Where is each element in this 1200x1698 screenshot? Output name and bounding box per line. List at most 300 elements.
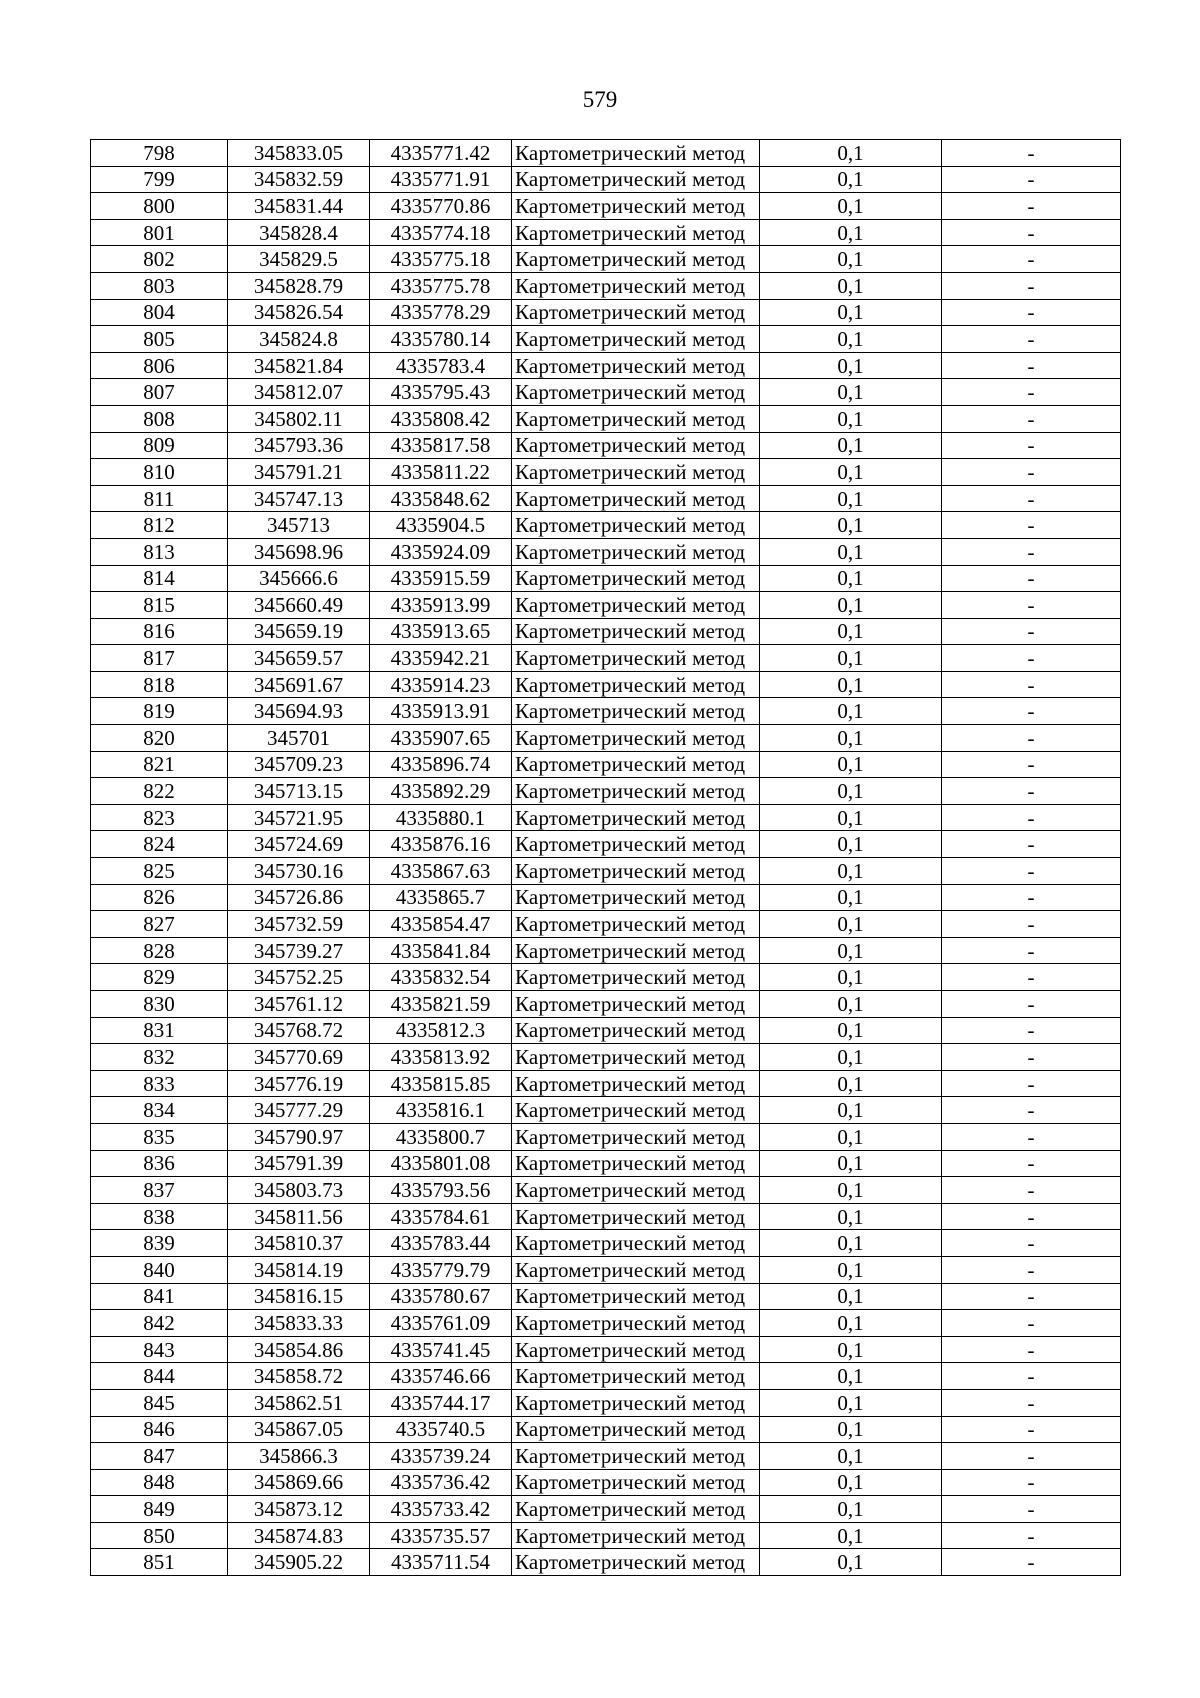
y-coordinate-cell: 4335800.7 xyxy=(370,1123,512,1150)
y-coordinate-cell: 4335740.5 xyxy=(370,1416,512,1443)
table-row xyxy=(91,1230,1121,1257)
y-coordinate-cell: 4335733.42 xyxy=(370,1496,512,1523)
note-cell: - xyxy=(942,671,1121,698)
note-cell: - xyxy=(942,299,1121,326)
note-cell: - xyxy=(942,751,1121,778)
method-cell: Картометрический метод xyxy=(512,432,760,459)
note-cell: - xyxy=(942,1097,1121,1124)
table-row xyxy=(91,1522,1121,1549)
x-coordinate-cell: 345777.29 xyxy=(228,1097,370,1124)
accuracy-cell: 0,1 xyxy=(760,1283,942,1310)
point-number-cell: 847 xyxy=(91,1443,228,1470)
y-coordinate-cell: 4335775.78 xyxy=(370,272,512,299)
y-coordinate-cell: 4335913.91 xyxy=(370,698,512,725)
table-row xyxy=(91,1017,1121,1044)
table-row xyxy=(91,1469,1121,1496)
x-coordinate-cell: 345732.59 xyxy=(228,911,370,938)
point-number-cell: 811 xyxy=(91,485,228,512)
point-number-cell: 824 xyxy=(91,831,228,858)
note-cell: - xyxy=(942,1496,1121,1523)
note-cell: - xyxy=(942,1044,1121,1071)
method-cell: Картометрический метод xyxy=(512,379,760,406)
method-cell: Картометрический метод xyxy=(512,299,760,326)
method-cell: Картометрический метод xyxy=(512,671,760,698)
method-cell: Картометрический метод xyxy=(512,991,760,1018)
point-number-cell: 816 xyxy=(91,618,228,645)
method-cell: Картометрический метод xyxy=(512,1150,760,1177)
method-cell: Картометрический метод xyxy=(512,1496,760,1523)
x-coordinate-cell: 345831.44 xyxy=(228,193,370,220)
note-cell: - xyxy=(942,1150,1121,1177)
point-number-cell: 813 xyxy=(91,538,228,565)
y-coordinate-cell: 4335867.63 xyxy=(370,858,512,885)
point-number-cell: 843 xyxy=(91,1336,228,1363)
x-coordinate-cell: 345726.86 xyxy=(228,884,370,911)
y-coordinate-cell: 4335812.3 xyxy=(370,1017,512,1044)
y-coordinate-cell: 4335904.5 xyxy=(370,512,512,539)
x-coordinate-cell: 345828.79 xyxy=(228,272,370,299)
table-row xyxy=(91,512,1121,539)
y-coordinate-cell: 4335761.09 xyxy=(370,1310,512,1337)
table-row xyxy=(91,618,1121,645)
point-number-cell: 815 xyxy=(91,592,228,619)
table-row xyxy=(91,379,1121,406)
y-coordinate-cell: 4335771.91 xyxy=(370,166,512,193)
y-coordinate-cell: 4335821.59 xyxy=(370,991,512,1018)
accuracy-cell: 0,1 xyxy=(760,1097,942,1124)
accuracy-cell: 0,1 xyxy=(760,1389,942,1416)
point-number-cell: 804 xyxy=(91,299,228,326)
note-cell: - xyxy=(942,1070,1121,1097)
note-cell: - xyxy=(942,778,1121,805)
accuracy-cell: 0,1 xyxy=(760,246,942,273)
x-coordinate-cell: 345803.73 xyxy=(228,1177,370,1204)
table-row xyxy=(91,485,1121,512)
note-cell: - xyxy=(942,166,1121,193)
point-number-cell: 798 xyxy=(91,140,228,167)
y-coordinate-cell: 4335913.99 xyxy=(370,592,512,619)
y-coordinate-cell: 4335942.21 xyxy=(370,645,512,672)
y-coordinate-cell: 4335848.62 xyxy=(370,485,512,512)
x-coordinate-cell: 345812.07 xyxy=(228,379,370,406)
x-coordinate-cell: 345854.86 xyxy=(228,1336,370,1363)
point-number-cell: 849 xyxy=(91,1496,228,1523)
x-coordinate-cell: 345739.27 xyxy=(228,937,370,964)
x-coordinate-cell: 345721.95 xyxy=(228,804,370,831)
note-cell: - xyxy=(942,1017,1121,1044)
method-cell: Картометрический метод xyxy=(512,592,760,619)
method-cell: Картометрический метод xyxy=(512,725,760,752)
table-row xyxy=(91,1283,1121,1310)
y-coordinate-cell: 4335780.14 xyxy=(370,326,512,353)
y-coordinate-cell: 4335735.57 xyxy=(370,1522,512,1549)
y-coordinate-cell: 4335780.67 xyxy=(370,1283,512,1310)
accuracy-cell: 0,1 xyxy=(760,1203,942,1230)
accuracy-cell: 0,1 xyxy=(760,804,942,831)
method-cell: Картометрический метод xyxy=(512,1177,760,1204)
accuracy-cell: 0,1 xyxy=(760,884,942,911)
table-row xyxy=(91,1044,1121,1071)
accuracy-cell: 0,1 xyxy=(760,964,942,991)
method-cell: Картометрический метод xyxy=(512,778,760,805)
point-number-cell: 802 xyxy=(91,246,228,273)
note-cell: - xyxy=(942,937,1121,964)
method-cell: Картометрический метод xyxy=(512,1336,760,1363)
method-cell: Картометрический метод xyxy=(512,1203,760,1230)
y-coordinate-cell: 4335779.79 xyxy=(370,1256,512,1283)
x-coordinate-cell: 345810.37 xyxy=(228,1230,370,1257)
x-coordinate-cell: 345709.23 xyxy=(228,751,370,778)
method-cell: Картометрический метод xyxy=(512,1389,760,1416)
x-coordinate-cell: 345791.39 xyxy=(228,1150,370,1177)
accuracy-cell: 0,1 xyxy=(760,831,942,858)
y-coordinate-cell: 4335915.59 xyxy=(370,565,512,592)
accuracy-cell: 0,1 xyxy=(760,219,942,246)
y-coordinate-cell: 4335795.43 xyxy=(370,379,512,406)
x-coordinate-cell: 345869.66 xyxy=(228,1469,370,1496)
x-coordinate-cell: 345828.4 xyxy=(228,219,370,246)
point-number-cell: 829 xyxy=(91,964,228,991)
x-coordinate-cell: 345833.05 xyxy=(228,140,370,167)
method-cell: Картометрический метод xyxy=(512,1070,760,1097)
accuracy-cell: 0,1 xyxy=(760,1469,942,1496)
x-coordinate-cell: 345793.36 xyxy=(228,432,370,459)
table-row xyxy=(91,751,1121,778)
y-coordinate-cell: 4335778.29 xyxy=(370,299,512,326)
accuracy-cell: 0,1 xyxy=(760,1256,942,1283)
y-coordinate-cell: 4335816.1 xyxy=(370,1097,512,1124)
y-coordinate-cell: 4335815.85 xyxy=(370,1070,512,1097)
note-cell: - xyxy=(942,1549,1121,1576)
table-row xyxy=(91,1496,1121,1523)
point-number-cell: 848 xyxy=(91,1469,228,1496)
note-cell: - xyxy=(942,858,1121,885)
point-number-cell: 840 xyxy=(91,1256,228,1283)
table-row xyxy=(91,272,1121,299)
y-coordinate-cell: 4335739.24 xyxy=(370,1443,512,1470)
point-number-cell: 817 xyxy=(91,645,228,672)
point-number-cell: 809 xyxy=(91,432,228,459)
method-cell: Картометрический метод xyxy=(512,1283,760,1310)
method-cell: Картометрический метод xyxy=(512,858,760,885)
y-coordinate-cell: 4335913.65 xyxy=(370,618,512,645)
y-coordinate-cell: 4335770.86 xyxy=(370,193,512,220)
accuracy-cell: 0,1 xyxy=(760,1549,942,1576)
y-coordinate-cell: 4335808.42 xyxy=(370,405,512,432)
x-coordinate-cell: 345694.93 xyxy=(228,698,370,725)
x-coordinate-cell: 345811.56 xyxy=(228,1203,370,1230)
point-number-cell: 827 xyxy=(91,911,228,938)
method-cell: Картометрический метод xyxy=(512,326,760,353)
method-cell: Картометрический метод xyxy=(512,1123,760,1150)
y-coordinate-cell: 4335744.17 xyxy=(370,1389,512,1416)
x-coordinate-cell: 345701 xyxy=(228,725,370,752)
point-number-cell: 834 xyxy=(91,1097,228,1124)
point-number-cell: 799 xyxy=(91,166,228,193)
accuracy-cell: 0,1 xyxy=(760,379,942,406)
note-cell: - xyxy=(942,831,1121,858)
note-cell: - xyxy=(942,379,1121,406)
table-row xyxy=(91,937,1121,964)
accuracy-cell: 0,1 xyxy=(760,1150,942,1177)
accuracy-cell: 0,1 xyxy=(760,272,942,299)
point-number-cell: 821 xyxy=(91,751,228,778)
accuracy-cell: 0,1 xyxy=(760,1177,942,1204)
x-coordinate-cell: 345833.33 xyxy=(228,1310,370,1337)
accuracy-cell: 0,1 xyxy=(760,592,942,619)
table-row xyxy=(91,459,1121,486)
y-coordinate-cell: 4335817.58 xyxy=(370,432,512,459)
method-cell: Картометрический метод xyxy=(512,831,760,858)
note-cell: - xyxy=(942,884,1121,911)
note-cell: - xyxy=(942,140,1121,167)
note-cell: - xyxy=(942,1203,1121,1230)
point-number-cell: 825 xyxy=(91,858,228,885)
point-number-cell: 838 xyxy=(91,1203,228,1230)
x-coordinate-cell: 345747.13 xyxy=(228,485,370,512)
table-row xyxy=(91,1363,1121,1390)
method-cell: Картометрический метод xyxy=(512,272,760,299)
y-coordinate-cell: 4335775.18 xyxy=(370,246,512,273)
accuracy-cell: 0,1 xyxy=(760,432,942,459)
method-cell: Картометрический метод xyxy=(512,140,760,167)
point-number-cell: 800 xyxy=(91,193,228,220)
x-coordinate-cell: 345829.5 xyxy=(228,246,370,273)
table-row xyxy=(91,725,1121,752)
y-coordinate-cell: 4335711.54 xyxy=(370,1549,512,1576)
x-coordinate-cell: 345660.49 xyxy=(228,592,370,619)
accuracy-cell: 0,1 xyxy=(760,1070,942,1097)
x-coordinate-cell: 345858.72 xyxy=(228,1363,370,1390)
accuracy-cell: 0,1 xyxy=(760,1443,942,1470)
table-row xyxy=(91,405,1121,432)
y-coordinate-cell: 4335811.22 xyxy=(370,459,512,486)
accuracy-cell: 0,1 xyxy=(760,1363,942,1390)
y-coordinate-cell: 4335736.42 xyxy=(370,1469,512,1496)
method-cell: Картометрический метод xyxy=(512,645,760,672)
note-cell: - xyxy=(942,1389,1121,1416)
table-row xyxy=(91,858,1121,885)
note-cell: - xyxy=(942,1522,1121,1549)
method-cell: Картометрический метод xyxy=(512,1416,760,1443)
point-number-cell: 833 xyxy=(91,1070,228,1097)
table-row xyxy=(91,804,1121,831)
note-cell: - xyxy=(942,193,1121,220)
table-row xyxy=(91,671,1121,698)
table-row xyxy=(91,538,1121,565)
table-row xyxy=(91,140,1121,167)
note-cell: - xyxy=(942,991,1121,1018)
table-row xyxy=(91,1389,1121,1416)
method-cell: Картометрический метод xyxy=(512,485,760,512)
accuracy-cell: 0,1 xyxy=(760,671,942,698)
table-row xyxy=(91,698,1121,725)
x-coordinate-cell: 345730.16 xyxy=(228,858,370,885)
accuracy-cell: 0,1 xyxy=(760,405,942,432)
table-row xyxy=(91,964,1121,991)
note-cell: - xyxy=(942,272,1121,299)
x-coordinate-cell: 345724.69 xyxy=(228,831,370,858)
point-number-cell: 845 xyxy=(91,1389,228,1416)
y-coordinate-cell: 4335896.74 xyxy=(370,751,512,778)
table-row xyxy=(91,565,1121,592)
x-coordinate-cell: 345713.15 xyxy=(228,778,370,805)
accuracy-cell: 0,1 xyxy=(760,459,942,486)
x-coordinate-cell: 345791.21 xyxy=(228,459,370,486)
method-cell: Картометрический метод xyxy=(512,937,760,964)
x-coordinate-cell: 345713 xyxy=(228,512,370,539)
method-cell: Картометрический метод xyxy=(512,1097,760,1124)
point-number-cell: 844 xyxy=(91,1363,228,1390)
x-coordinate-cell: 345816.15 xyxy=(228,1283,370,1310)
accuracy-cell: 0,1 xyxy=(760,778,942,805)
y-coordinate-cell: 4335784.61 xyxy=(370,1203,512,1230)
y-coordinate-cell: 4335771.42 xyxy=(370,140,512,167)
y-coordinate-cell: 4335907.65 xyxy=(370,725,512,752)
note-cell: - xyxy=(942,1177,1121,1204)
accuracy-cell: 0,1 xyxy=(760,1123,942,1150)
accuracy-cell: 0,1 xyxy=(760,352,942,379)
x-coordinate-cell: 345873.12 xyxy=(228,1496,370,1523)
x-coordinate-cell: 345802.11 xyxy=(228,405,370,432)
point-number-cell: 807 xyxy=(91,379,228,406)
note-cell: - xyxy=(942,512,1121,539)
note-cell: - xyxy=(942,1283,1121,1310)
coordinates-table xyxy=(90,139,1121,1576)
table-row xyxy=(91,1549,1121,1576)
point-number-cell: 818 xyxy=(91,671,228,698)
table-row xyxy=(91,193,1121,220)
method-cell: Картометрический метод xyxy=(512,1256,760,1283)
table-row xyxy=(91,1150,1121,1177)
y-coordinate-cell: 4335832.54 xyxy=(370,964,512,991)
point-number-cell: 831 xyxy=(91,1017,228,1044)
method-cell: Картометрический метод xyxy=(512,1310,760,1337)
note-cell: - xyxy=(942,565,1121,592)
note-cell: - xyxy=(942,964,1121,991)
point-number-cell: 819 xyxy=(91,698,228,725)
note-cell: - xyxy=(942,352,1121,379)
note-cell: - xyxy=(942,1230,1121,1257)
point-number-cell: 808 xyxy=(91,405,228,432)
x-coordinate-cell: 345905.22 xyxy=(228,1549,370,1576)
y-coordinate-cell: 4335783.44 xyxy=(370,1230,512,1257)
note-cell: - xyxy=(942,246,1121,273)
point-number-cell: 828 xyxy=(91,937,228,964)
y-coordinate-cell: 4335892.29 xyxy=(370,778,512,805)
point-number-cell: 805 xyxy=(91,326,228,353)
table-row xyxy=(91,831,1121,858)
x-coordinate-cell: 345698.96 xyxy=(228,538,370,565)
table-row xyxy=(91,432,1121,459)
table-row xyxy=(91,352,1121,379)
x-coordinate-cell: 345752.25 xyxy=(228,964,370,991)
point-number-cell: 842 xyxy=(91,1310,228,1337)
accuracy-cell: 0,1 xyxy=(760,565,942,592)
point-number-cell: 823 xyxy=(91,804,228,831)
point-number-cell: 806 xyxy=(91,352,228,379)
method-cell: Картометрический метод xyxy=(512,618,760,645)
table-row xyxy=(91,1097,1121,1124)
table-row xyxy=(91,1443,1121,1470)
table-row xyxy=(91,1310,1121,1337)
point-number-cell: 801 xyxy=(91,219,228,246)
accuracy-cell: 0,1 xyxy=(760,618,942,645)
y-coordinate-cell: 4335741.45 xyxy=(370,1336,512,1363)
point-number-cell: 850 xyxy=(91,1522,228,1549)
table-row xyxy=(91,1416,1121,1443)
accuracy-cell: 0,1 xyxy=(760,299,942,326)
note-cell: - xyxy=(942,432,1121,459)
note-cell: - xyxy=(942,1363,1121,1390)
accuracy-cell: 0,1 xyxy=(760,911,942,938)
point-number-cell: 841 xyxy=(91,1283,228,1310)
accuracy-cell: 0,1 xyxy=(760,725,942,752)
point-number-cell: 830 xyxy=(91,991,228,1018)
method-cell: Картометрический метод xyxy=(512,804,760,831)
note-cell: - xyxy=(942,326,1121,353)
method-cell: Картометрический метод xyxy=(512,352,760,379)
accuracy-cell: 0,1 xyxy=(760,1044,942,1071)
x-coordinate-cell: 345790.97 xyxy=(228,1123,370,1150)
method-cell: Картометрический метод xyxy=(512,565,760,592)
y-coordinate-cell: 4335801.08 xyxy=(370,1150,512,1177)
point-number-cell: 836 xyxy=(91,1150,228,1177)
method-cell: Картометрический метод xyxy=(512,1363,760,1390)
accuracy-cell: 0,1 xyxy=(760,485,942,512)
x-coordinate-cell: 345768.72 xyxy=(228,1017,370,1044)
x-coordinate-cell: 345867.05 xyxy=(228,1416,370,1443)
x-coordinate-cell: 345659.57 xyxy=(228,645,370,672)
y-coordinate-cell: 4335793.56 xyxy=(370,1177,512,1204)
accuracy-cell: 0,1 xyxy=(760,698,942,725)
y-coordinate-cell: 4335914.23 xyxy=(370,671,512,698)
note-cell: - xyxy=(942,1416,1121,1443)
note-cell: - xyxy=(942,618,1121,645)
method-cell: Картометрический метод xyxy=(512,884,760,911)
table-row xyxy=(91,645,1121,672)
method-cell: Картометрический метод xyxy=(512,751,760,778)
accuracy-cell: 0,1 xyxy=(760,645,942,672)
table-row xyxy=(91,219,1121,246)
table-row xyxy=(91,1336,1121,1363)
note-cell: - xyxy=(942,1123,1121,1150)
y-coordinate-cell: 4335865.7 xyxy=(370,884,512,911)
point-number-cell: 839 xyxy=(91,1230,228,1257)
method-cell: Картометрический метод xyxy=(512,512,760,539)
method-cell: Картометрический метод xyxy=(512,1017,760,1044)
table-row xyxy=(91,884,1121,911)
accuracy-cell: 0,1 xyxy=(760,166,942,193)
table-row xyxy=(91,246,1121,273)
x-coordinate-cell: 345862.51 xyxy=(228,1389,370,1416)
table-row xyxy=(91,326,1121,353)
y-coordinate-cell: 4335783.4 xyxy=(370,352,512,379)
method-cell: Картометрический метод xyxy=(512,1469,760,1496)
table-row xyxy=(91,1123,1121,1150)
accuracy-cell: 0,1 xyxy=(760,1416,942,1443)
point-number-cell: 812 xyxy=(91,512,228,539)
table-row xyxy=(91,911,1121,938)
method-cell: Картометрический метод xyxy=(512,1549,760,1576)
x-coordinate-cell: 345826.54 xyxy=(228,299,370,326)
y-coordinate-cell: 4335880.1 xyxy=(370,804,512,831)
method-cell: Картометрический метод xyxy=(512,698,760,725)
table-row xyxy=(91,592,1121,619)
method-cell: Картометрический метод xyxy=(512,1230,760,1257)
accuracy-cell: 0,1 xyxy=(760,1017,942,1044)
y-coordinate-cell: 4335813.92 xyxy=(370,1044,512,1071)
